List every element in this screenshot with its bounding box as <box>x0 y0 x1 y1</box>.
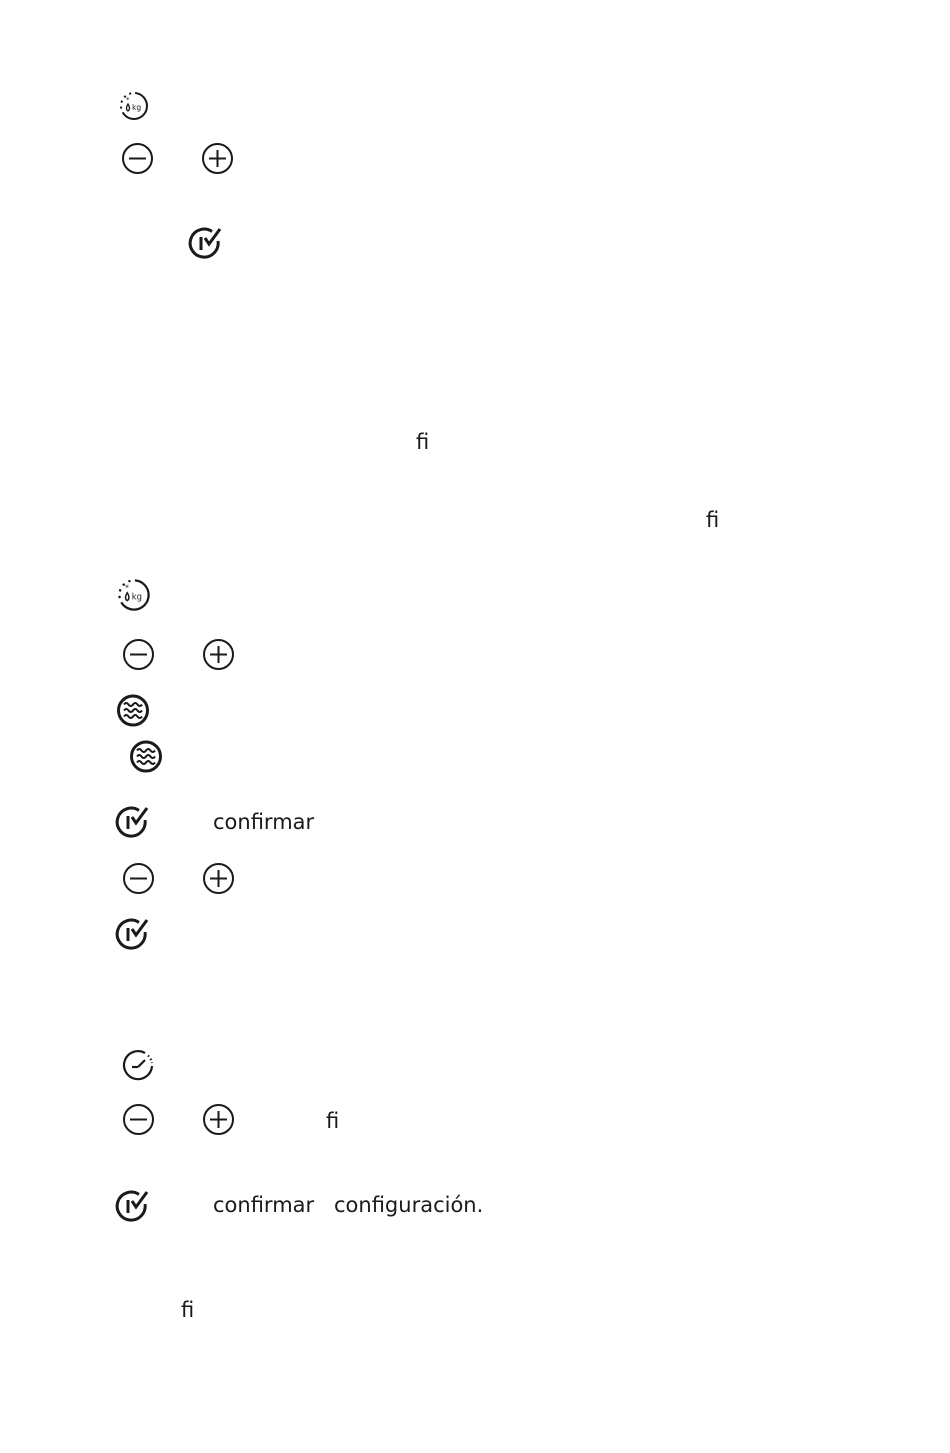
minus-circle-icon <box>121 142 154 175</box>
text-confirmar: conﬁrmar <box>213 1193 315 1217</box>
load-unit-label: kg <box>131 591 142 602</box>
weight-load-icon <box>118 91 150 121</box>
minus-circle-icon <box>122 638 155 671</box>
start-confirm-icon <box>115 917 151 951</box>
plus-circle-icon <box>201 142 234 175</box>
start-confirm-icon <box>115 805 151 839</box>
text-fragment: ﬁ <box>326 1109 340 1133</box>
timer-icon <box>121 1049 156 1083</box>
waves-circle-icon <box>129 740 163 773</box>
text-configuracion: conﬁguración. <box>334 1193 484 1217</box>
text-fragment: ﬁ <box>181 1298 195 1322</box>
svg-text:*: * <box>125 583 129 593</box>
start-confirm-icon <box>188 226 224 260</box>
text-fragment: ﬁ <box>706 508 720 532</box>
weight-load-icon <box>116 578 152 612</box>
minus-circle-icon <box>122 862 155 895</box>
text-confirmar: conﬁrmar <box>213 810 315 834</box>
text-fragment: ﬁ <box>416 430 430 454</box>
plus-circle-icon <box>202 1103 235 1136</box>
plus-circle-icon <box>202 638 235 671</box>
load-unit-label: kg <box>132 103 142 112</box>
start-confirm-icon <box>115 1189 151 1223</box>
minus-circle-icon <box>122 1103 155 1136</box>
waves-circle-icon <box>116 694 150 727</box>
svg-text:*: * <box>126 96 130 104</box>
plus-circle-icon <box>202 862 235 895</box>
